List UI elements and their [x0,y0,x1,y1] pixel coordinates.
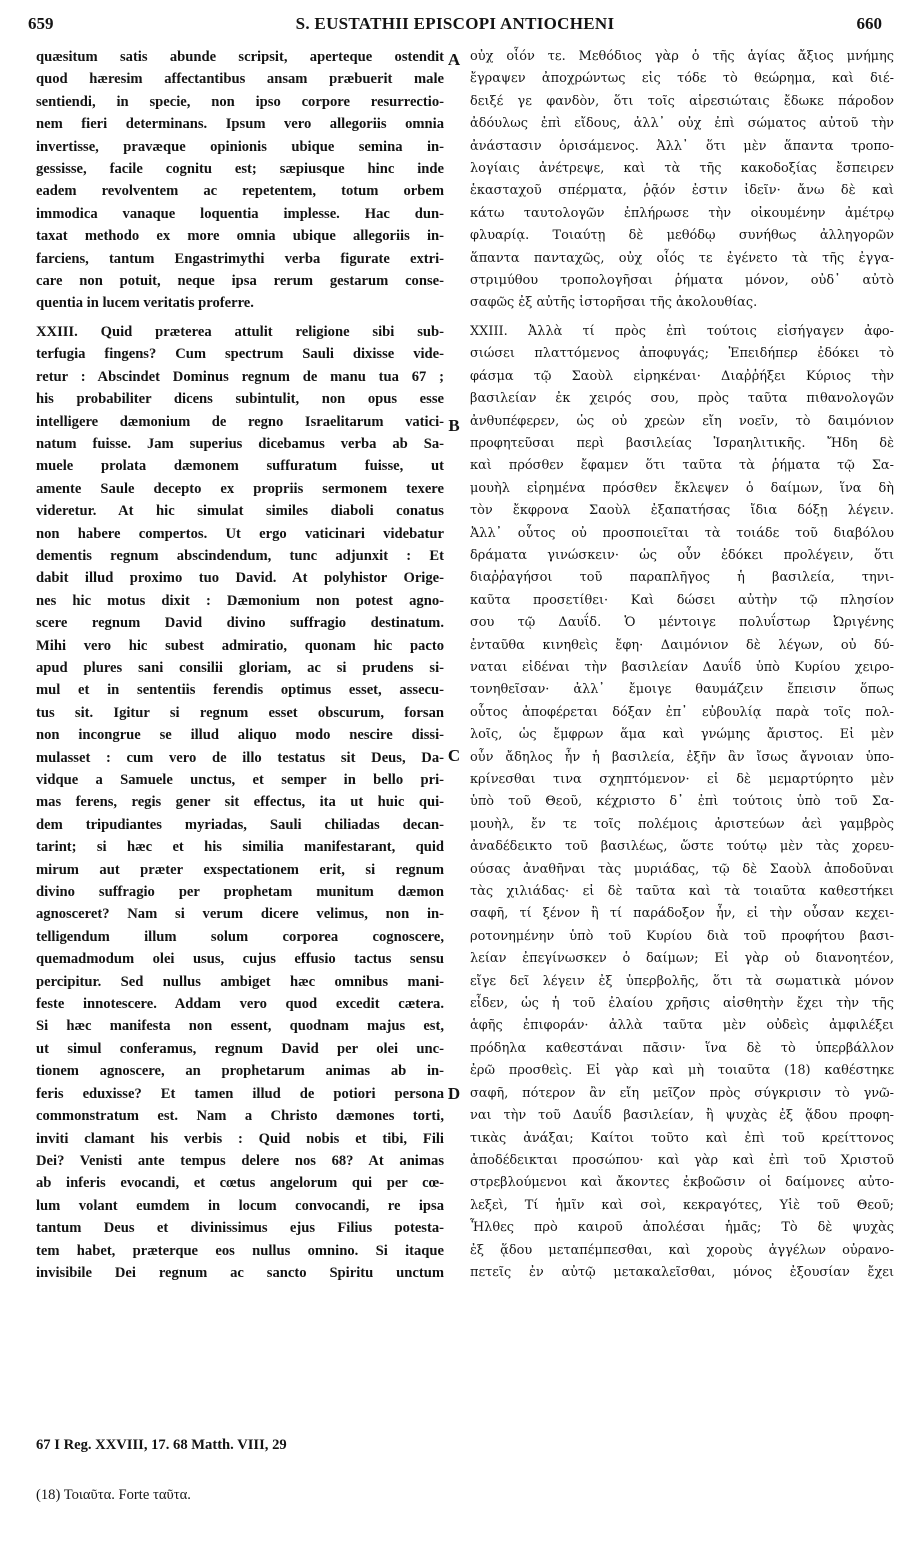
text-line: τὰς χιλιάδας· εἰ δὲ ταῦτα καὶ τὰ τοιαῦτα καθεστήκει [470,884,894,900]
text-line: εἴγε δεῖ λέγειν ἐξ ὑπερβολῆς, ὅτι τὰ σωματικὰ μόνον [470,973,894,989]
text-line: muele prolata dæmonem suffuratum fuisse, ut [36,458,444,475]
text-line: ἐρῶ προσθεὶς. Εἰ γὰρ καὶ μὴ τοιαῦτα (18) καθέστηκε [470,1063,894,1079]
text-line: διαῤῥαγήσοι τοῦ παραπλῆγος ἡ βασιλεία, τηνι- [470,570,894,586]
text-line: λείαν ἐπεγίνωσκεν ὁ δαίμων; Εἰ γὰρ οὐ διανοητέον, [470,951,894,967]
text-line: taxat methodo ex more omnia ubique allegoriis in- [36,228,444,245]
text-line: οὗτος ἀποφέρεται δόξαν ἐπ᾽ εὐβουλίᾳ παρὰ τοῖς πολ- [470,704,894,720]
text-line: Si hæc manifesta non essent, quodnam majus est, [36,1018,444,1035]
margin-marker-a: A [447,50,461,69]
text-line: ἔγραψεν ἀποχρώντως εἰς τόδε τὸ θεώρημα, καὶ διέ- [470,71,894,87]
text-line: apud plures sani consilii gloriam, ac si prudens si- [36,659,444,676]
text-line: κάτω ταυτολογῶν ἐπλήρωσε τὴν οἰκουμένην ἀμέτρῳ [470,205,894,221]
text-line: invertisse, pravæque opinionis ubique semina in- [36,138,444,155]
running-header [28,14,882,44]
text-line: inviti clamant his verbis : Quid nobis et tibi, Fili [36,1130,444,1147]
text-line: feste innotescere. Addam vero quod excedit cætera. [36,996,444,1013]
margin-marker-d: D [447,1084,461,1103]
text-line: σαφῆ, τί ξένον ἢ τί παράδοξον ἦν, εἰ τὴν οὖσαν κεχει- [470,906,894,922]
running-title: S. EUSTATHII EPISCOPI ANTIOCHENI [295,14,615,33]
text-line: nes hic motus dixit : Dæmonium non potest agno- [36,592,444,609]
text-line: quæsitum satis abunde scripsit, aperteque ostendit [36,49,444,65]
text-line: δειξέ γε φανδὸν, ὅτι τοῖς αἱρεσιώταις ἔδωκε πάροδον [470,93,894,109]
margin-marker-c: C [447,746,461,765]
greek-column [470,46,894,1284]
text-line: τικὰς ἀνάξαι; Καίτοι τοῦτο καὶ ἐπὶ τοῦ κρείττονος [470,1130,894,1146]
text-line: πετεῖς ἐν αὐτῷ μετακαλεῖσθαι, μόνος ἐξουσίαν ἔχει [470,1264,894,1280]
text-line: ἑκασταχοῦ σπέρματα, ῥᾷόν ἐστιν ἰδεῖν· ἄνω δὲ καὶ [470,183,894,199]
text-line: divino suffragio per prophetam munitum dæmon [36,884,444,901]
text-line: Ἀλλ᾽ οὗτος οὐ προσποιεῖται τὰ τοιάδε τοῦ διαβόλου [470,525,894,541]
text-line: εἶδεν, ὡς ἡ τοῦ ἐλαίου χρῆσις αἰσθητὴν ἔχει τὴν τῆς [470,996,894,1012]
text-line: dem tripudiantes myriadas, Sauli chiliadas decan- [36,816,444,833]
text-line: immodica vanaque loquentia implesse. Hac dun- [36,205,444,222]
text-line: φάσμα τῷ Σαοὺλ εἰρηκέναι· Διαῤῥήξει Κύριος τὴν [470,368,894,384]
text-line: tem habet, præterque eos nullus omnino. Si itaque [36,1242,444,1259]
text-line: καὶ πρόσθεν ἔφαμεν ὅτι ταῦτα τὰ ῥήματα τῷ Σα- [470,458,894,474]
text-line: invisibile Dei regnum ac sancto Spiritu unctum [36,1264,444,1281]
text-line: καῦτα προσετίθει· Καὶ δώσει αὐτὴν τῷ πλησίον [470,592,894,608]
text-line: σου τῷ Δαυΐδ. Ὁ μέντοιγε πολυΐστωρ Ὠριγένης [470,615,894,631]
text-line: φλυαρίᾳ. Τοιαύτῃ δὲ μεθόδῳ συνήθως ἀλληγορῶν [470,228,894,244]
text-line: ὑπὸ τοῦ Θεοῦ, κέχριστο δ᾽ ἐπὶ τούτοις ὑπὸ τοῦ Σα- [470,794,894,810]
text-line: mul et in sententiis ferendis optimus esset, assecu- [36,682,444,699]
text-line: τὸν ἔκφρονα Σαοὺλ ἐξαπατήσας ἴδια δόξῃ λέγειν. [470,503,894,519]
text-line: amente Saule decepto ex propriis sermonem texere [36,480,444,497]
text-line: retur : Abscindet Dominus regnum de manu tua 67 ; [36,368,444,385]
text-line: λογίαις ἀνέτρεψε, καὶ τὰ τῆς κακοδοξίας ἔσπειρεν [470,161,894,177]
text-line: προφητεῦσαι περὶ βασιλείας Ἰσραηλιτικῆς. Ἤδη δὲ [470,435,894,451]
text-line: mirum aut præter exspectationem erit, si regnum [36,861,444,878]
text-line: dementis regnum abscindendum, tunc adjunxit : Et [36,547,444,564]
text-line: scere regnum David divino suffragio destinatum. [36,615,444,632]
text-line: ΧΧΙΙΙ. Ἀλλὰ τί πρὸς ἐπὶ τούτοις εἰσήγαγεν ἀφο- [470,323,894,339]
text-line: quod hæresim affectantibus ansam præbuerit male [36,71,444,88]
text-line: σιώσει πλαττόμενος ἀποφυγάς; Ἐπειδήπερ ἐδόκει τὸ [470,346,894,362]
text-line: natum fuisse. Jam superius dicebamus verba ab Sa- [36,435,444,452]
text-line: δράματα γινώσκειν· ὡς οὖν ἐδόκει προλέγειν, ὅτι [470,547,894,563]
text-line: λοῖς, ὡς ἔμφρων ἅμα καὶ γνώμης ἄριστος. Εἰ μὲν [470,727,894,743]
text-line: quentia in lucem veritatis proferre. [36,295,254,312]
left-page-number: 659 [28,14,54,33]
text-line: ab inferis evocandi, et cœtus angelorum qui per cœ- [36,1175,444,1192]
text-line: λεξεὶ, Τί ἡμῖν καὶ σοὶ, κεκραγότες, Υἱὲ τοῦ Θεοῦ; [470,1197,894,1213]
text-line: ἀνθυπέφερεν, ὡς οὐ χρεὼν εἴη νοεῖν, τὸ δαιμόνιον [470,413,894,429]
text-line: intelligere dæmonium de regno Israelitarum vatici- [36,413,444,430]
text-line: ροτονημένην ὑπὸ τοῦ Κυρίου διὰ τοῦ προφήτου βασι- [470,928,894,944]
text-line: Dei? Venisti ante tempus delere nos 68? At animas [36,1152,444,1169]
text-line: agnosceret? Nam si verum dicere velimus, non in- [36,906,444,923]
text-line: terfugia fingens? Cum spectrum Sauli dixisse vide- [36,346,444,363]
text-line: ἐξ ᾅδου μεταπέμπεσθαι, καὶ χοροὺς ἀγγέλων οὐρανο- [470,1242,894,1258]
text-line: σαφῆ, πότερον ἂν εἴη μεῖζον πρὸς σύγκρισιν τὸ γνῶ- [470,1085,894,1101]
text-line: tarint; si hæc et his similia manifestarant, quid [36,839,444,856]
text-line: tionem agnoscere, an prophetarum animas ab in- [36,1063,444,1080]
right-page-number: 660 [856,14,882,33]
text-line: ἅπαντα πανταχῶς, οὐχ οἷός τε ἐγένετο τὰ τῆς ἐγγα- [470,250,894,266]
text-line: farciens, tantum Engastrimythi verba figurate extri- [36,250,444,267]
text-line: οὖν ἄδηλος ἦν ἡ βασιλεία, ἐξῆν ἂν ἴσως ἄγνοιαν ὑπο- [470,749,894,765]
text-line: lum volant eumdem in locum convocandi, re ipsa [36,1197,444,1214]
text-line: his probabiliter dicens subintulit, non opus esse [36,391,444,408]
text-line: eadem revolventem ac repetentem, totum orbem [36,183,444,200]
text-line: ut simul conferamus, regnum David per olei unc- [36,1040,444,1057]
margin-marker-b: B [448,416,460,435]
text-line: quemadmodum olei usus, cujus effusio tactus sensu [36,951,444,968]
text-line: τονηθεῖσαν· ἀλλ᾽ ἔμοιγε θαυμάζειν ἔπεισιν ὅπως [470,682,894,698]
text-line: nem fieri determinans. Ipsum vero allegoriis omnia [36,116,444,133]
footnote-18: (18) Τοιαῦτα. Forte ταῦτα. [36,1487,191,1503]
text-line: οὐχ οἷόν τε. Μεθόδιος γὰρ ὁ τῆς ἁγίας ἄξιος μνήμης [470,49,894,64]
text-line: vidque a Samuele unctus, et semper in bello pri- [36,772,444,788]
text-line: percipitur. Sed nullus ambiget hæc omnibus mani- [36,973,444,990]
text-line: βασιλείαν ἐκ χειρός σου, πρὸς ταῦτα πιθανολογῶν [470,391,894,407]
text-line: feris eduxisse? Et tamen illud de potiori persona [36,1085,444,1102]
text-line: videretur. At hic simulat similes diaboli conatus [36,503,444,520]
text-line: XXIII. Quid præterea attulit religione sibi sub- [36,323,444,340]
text-line: mulasset : cum vero de illo testatus sit Deus, Da- [36,749,444,766]
text-line: μουὴλ, ἔν τε τοῖς πολέμοις ἀριστεύων ἀεὶ γαμβρὸς [470,816,894,832]
text-line: tus sit. Igitur si regnum esset obscurum, forsan [36,704,444,721]
text-line: gessisse, facile cognitu est; sæpiusque hinc inde [36,161,444,178]
text-line: ἀδόυλως ἐπὶ εἴδους, ἀλλ᾽ οὐχ ἐπὶ σώματος αὐτοῦ τὴν [470,116,894,132]
text-line: care non potuit, neque ipsa rerum gestarum conse- [36,273,444,290]
footnote-references: 67 I Reg. XXVIII, 17. 68 Matth. VIII, 29 [36,1437,287,1453]
text-line: dabit illud proximo tuo David. At polyhistor Orige- [36,570,444,587]
latin-column [36,46,444,1284]
text-line: ἁφῆς ἐπιφοράν· ἀλλὰ ταῦτα μὲν οὐδεὶς ἀμφιλέξει [470,1018,894,1034]
text-line: ἀναδέδεικτο τοῦ βασιλέως, ὥστε τούτῳ μὲν τὰς χορευ- [470,839,894,855]
text-line: πρόδηλα καθεστάναι πᾶσιν· ἵνα δὲ τὸ ὑπερβάλλον [470,1040,894,1056]
text-line: commonstratum est. Nam a Christo dæmones torti, [36,1108,444,1125]
text-line: ἀνάστασιν ὁρισάμενος. Ἀλλ᾽ ὅτι μὲν ἅπαντα τροπο- [470,138,894,154]
text-line: στριμύθου τροπολογῆσαι ῥήματα μόνον, οὐδ᾽ αὐτὸ [470,273,894,289]
text-line: telligendum illum solum corporea cognoscere, [36,928,444,945]
text-line: ναι τὴν τοῦ Δαυΐδ βασιλείαν, ἢ ψυχὰς ἐξ ᾅδου προφη- [470,1108,894,1124]
text-line: μουὴλ εἰρημένα πρόσθεν ἔκλεψεν ὁ δαίμων, ἵνα δὴ [470,480,894,496]
text-line: sentiendi, in specie, non ipso corpore resurrectio- [36,93,444,110]
text-line: non habere compertos. Ut ergo vaticinari videbatur [36,525,444,542]
text-line: ἀποδέδεικται προσώπου· καὶ γὰρ καὶ ἐπὶ τοῦ Χριστοῦ [470,1152,894,1168]
text-line: Mihi vero hic subest admiratio, quonam hic pacto [36,637,444,654]
text-line: κρίνεσθαι τινα σχηπτόμενον· εἰ δὲ μεμαρτύρητο μὲν [470,772,894,787]
text-line: στρεβλούμενοι καὶ ἄκοντες ἐκβοῶσιν οἱ δαίμονες αὐτο- [470,1175,894,1191]
text-line: Ἦλθες πρὸ καιροῦ ἀπολέσαι ἡμᾶς; Τὸ δὲ ψυχὰς [470,1220,894,1236]
text-line: non incongrue se illud aliquo modo nescire dissi- [36,727,444,744]
text-line: σαφῶς ἐξ αὐτῆς ἱστορῆσαι τῆς ἀκολουθίας. [470,295,758,311]
text-line: ούσας ἀναθῆναι τὰς μυριάδας, τῷ δὲ Σαοὺλ ἀποδοῦναι [470,861,894,877]
text-line: ναται εἰδέναι τὴν βασιλείαν Δαυΐδ ὑπὸ Κυρίου χειρο- [470,659,894,675]
text-line: tantum Deus et divinissimus ejus Filius potesta- [36,1220,444,1237]
text-line: ἐνταῦθα κινηθεὶς ἔφη· Δαιμόνιον δὲ λέγων, οὐ δύ- [470,637,894,653]
text-line: mas ferens, regis gener sit effectus, ita ut huic qui- [36,794,444,811]
